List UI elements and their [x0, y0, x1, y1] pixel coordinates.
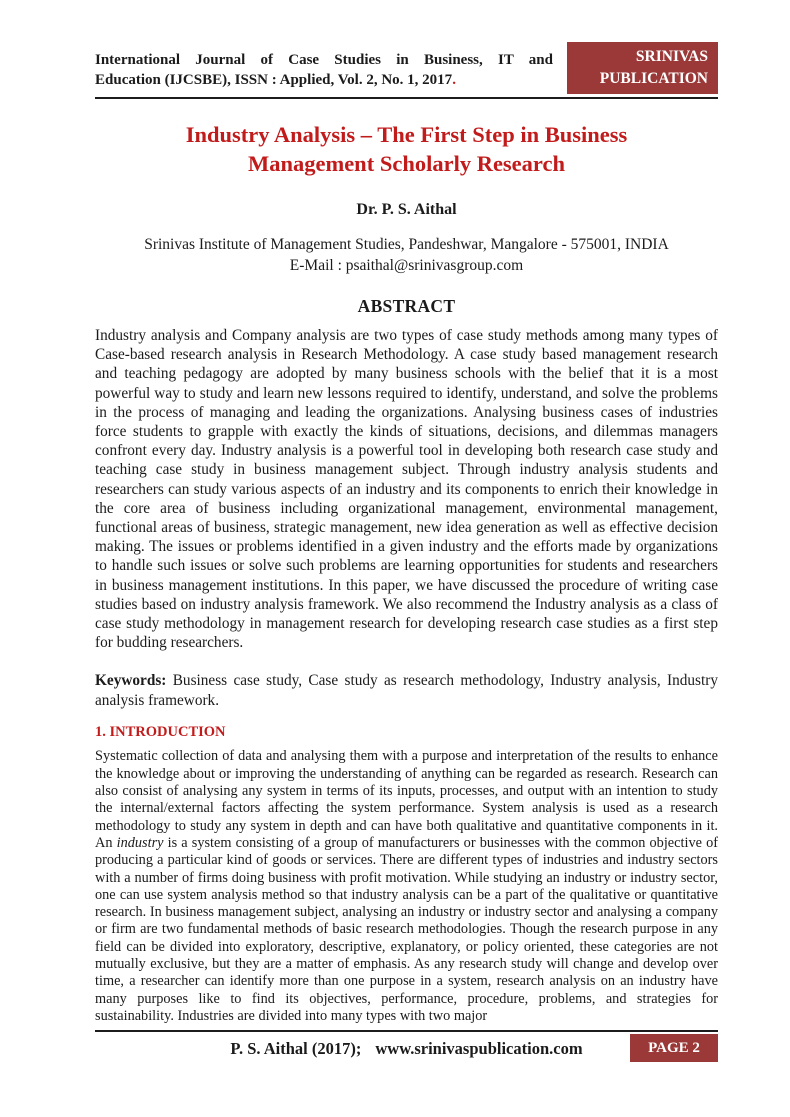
footer-row: [95, 1032, 718, 1066]
introduction-text-before: Systematic collection of data and analysing them with a purpose and interpretation of the results to enhance the knowledge about or improving the understanding of anything can be regarded as research. Research can also consist of analysing any system in terms of its inputs, processes, and output with an intention to study the internal/external factors affecting the system performance. System analysis is used as a research methodology to study any system in depth and can have both qualitative and quantitative components in it. An: [95, 748, 718, 851]
journal-title-line1: International Journal of Case Studies in Business, IT and: [95, 52, 553, 68]
journal-header: [95, 42, 718, 94]
footer-author-year: P. S. Aithal (2017);: [230, 1039, 362, 1058]
introduction-italic-word: industry: [116, 834, 164, 851]
journal-title-line2-text: Education (IJCSBE), ISSN : Applied, Vol. 2, No. 1, 2017: [95, 72, 453, 88]
publisher-badge: SRINIVAS PUBLICATION: [567, 42, 718, 94]
keywords-text: Business case study, Case study as research methodology, Industry analysis, Industry analysis framework.: [95, 672, 718, 710]
keywords: [95, 671, 718, 711]
keywords-label: Keywords:: [95, 672, 167, 690]
abstract-text: Industry analysis and Company analysis are two types of case study methods among many types of Case-based research analysis in Research Methodology. A case study based management research and teaching pedagogy are adopted by many business schools with the belief that it is a most powerful way to study and learn new lessons required to identify, understand, and solve the problems in the process of managing and leading the organizations. Analysing business cases of industries force students to grapple with exactly the kinds of situations, decisions, and dilemmas managers confront every day. Industry analysis is a powerful tool in developing both research case study and teaching case study in business management subject. Through industry analysis students and researchers can study various aspects of an industry and its components to enrich their knowledge in the core area of business including organizational management, environmental management, functional areas of business, strategic management, new idea generation as well as effective decision making. The issues or problems identified in a given industry and the efforts made by organizations to handle such issues or solve such problems are learning opportunities for students and researchers in business management institutions. In this paper, we have discussed the procedure of writing case studies based on industry analysis framework. We also recommend the Industry analysis as a class of case study methodology in management research for developing research case studies as a first step for budding researchers.: [95, 327, 718, 652]
author-name: Dr. P. S. Aithal: [356, 201, 457, 218]
footer-website: www.srinivaspublication.com: [375, 1039, 583, 1058]
introduction-paragraph: [95, 748, 718, 1025]
page-number-badge: PAGE 2: [630, 1034, 718, 1062]
page-footer: [95, 1030, 718, 1066]
journal-title-period: .: [452, 72, 456, 88]
email: E-Mail : psaithal@srinivasgroup.com: [289, 257, 524, 274]
affiliation: Srinivas Institute of Management Studies, Pandeshwar, Mangalore - 575001, INDIA: [144, 236, 669, 253]
footer-citation: [95, 1039, 718, 1059]
header-divider: [95, 97, 718, 99]
affiliation-block: [95, 234, 718, 276]
journal-title-block: [95, 50, 553, 90]
introduction-text-after: is a system consisting of a group of manufacturers or businesses with the common objective of producing a particular kind of goods or services. There are different types of industries and industry sectors with a number of firms doing business with profit motivation. While studying an industry or industry sector, one can use system analysis method so that industry analysis can be a part of the qualitative or quantitative research. In business management subject, analysing an industry or industry sector and analysing a company or firm are two fundamental methods of basic research methodologies. Though the research purpose in any field can be divided into exploratory, descriptive, explanatory, or policy oriented, these categories are not mutually exclusive, but they are a matter of emphasis. As any research study will change and develop over time, a researcher can identify more than one purpose in a system, research analysis on an industry have many purposes like to find its objectives, performance, procedure, problems, and strategies for sustainability. Industries are divided into many types with two major: [95, 834, 718, 1024]
abstract-heading: ABSTRACT: [357, 296, 456, 316]
journal-title-line2: [95, 70, 553, 90]
paper-title: Industry Analysis – The First Step in Business Management Scholarly Research: [185, 122, 628, 176]
section-heading-introduction: 1. INTRODUCTION: [95, 724, 226, 741]
